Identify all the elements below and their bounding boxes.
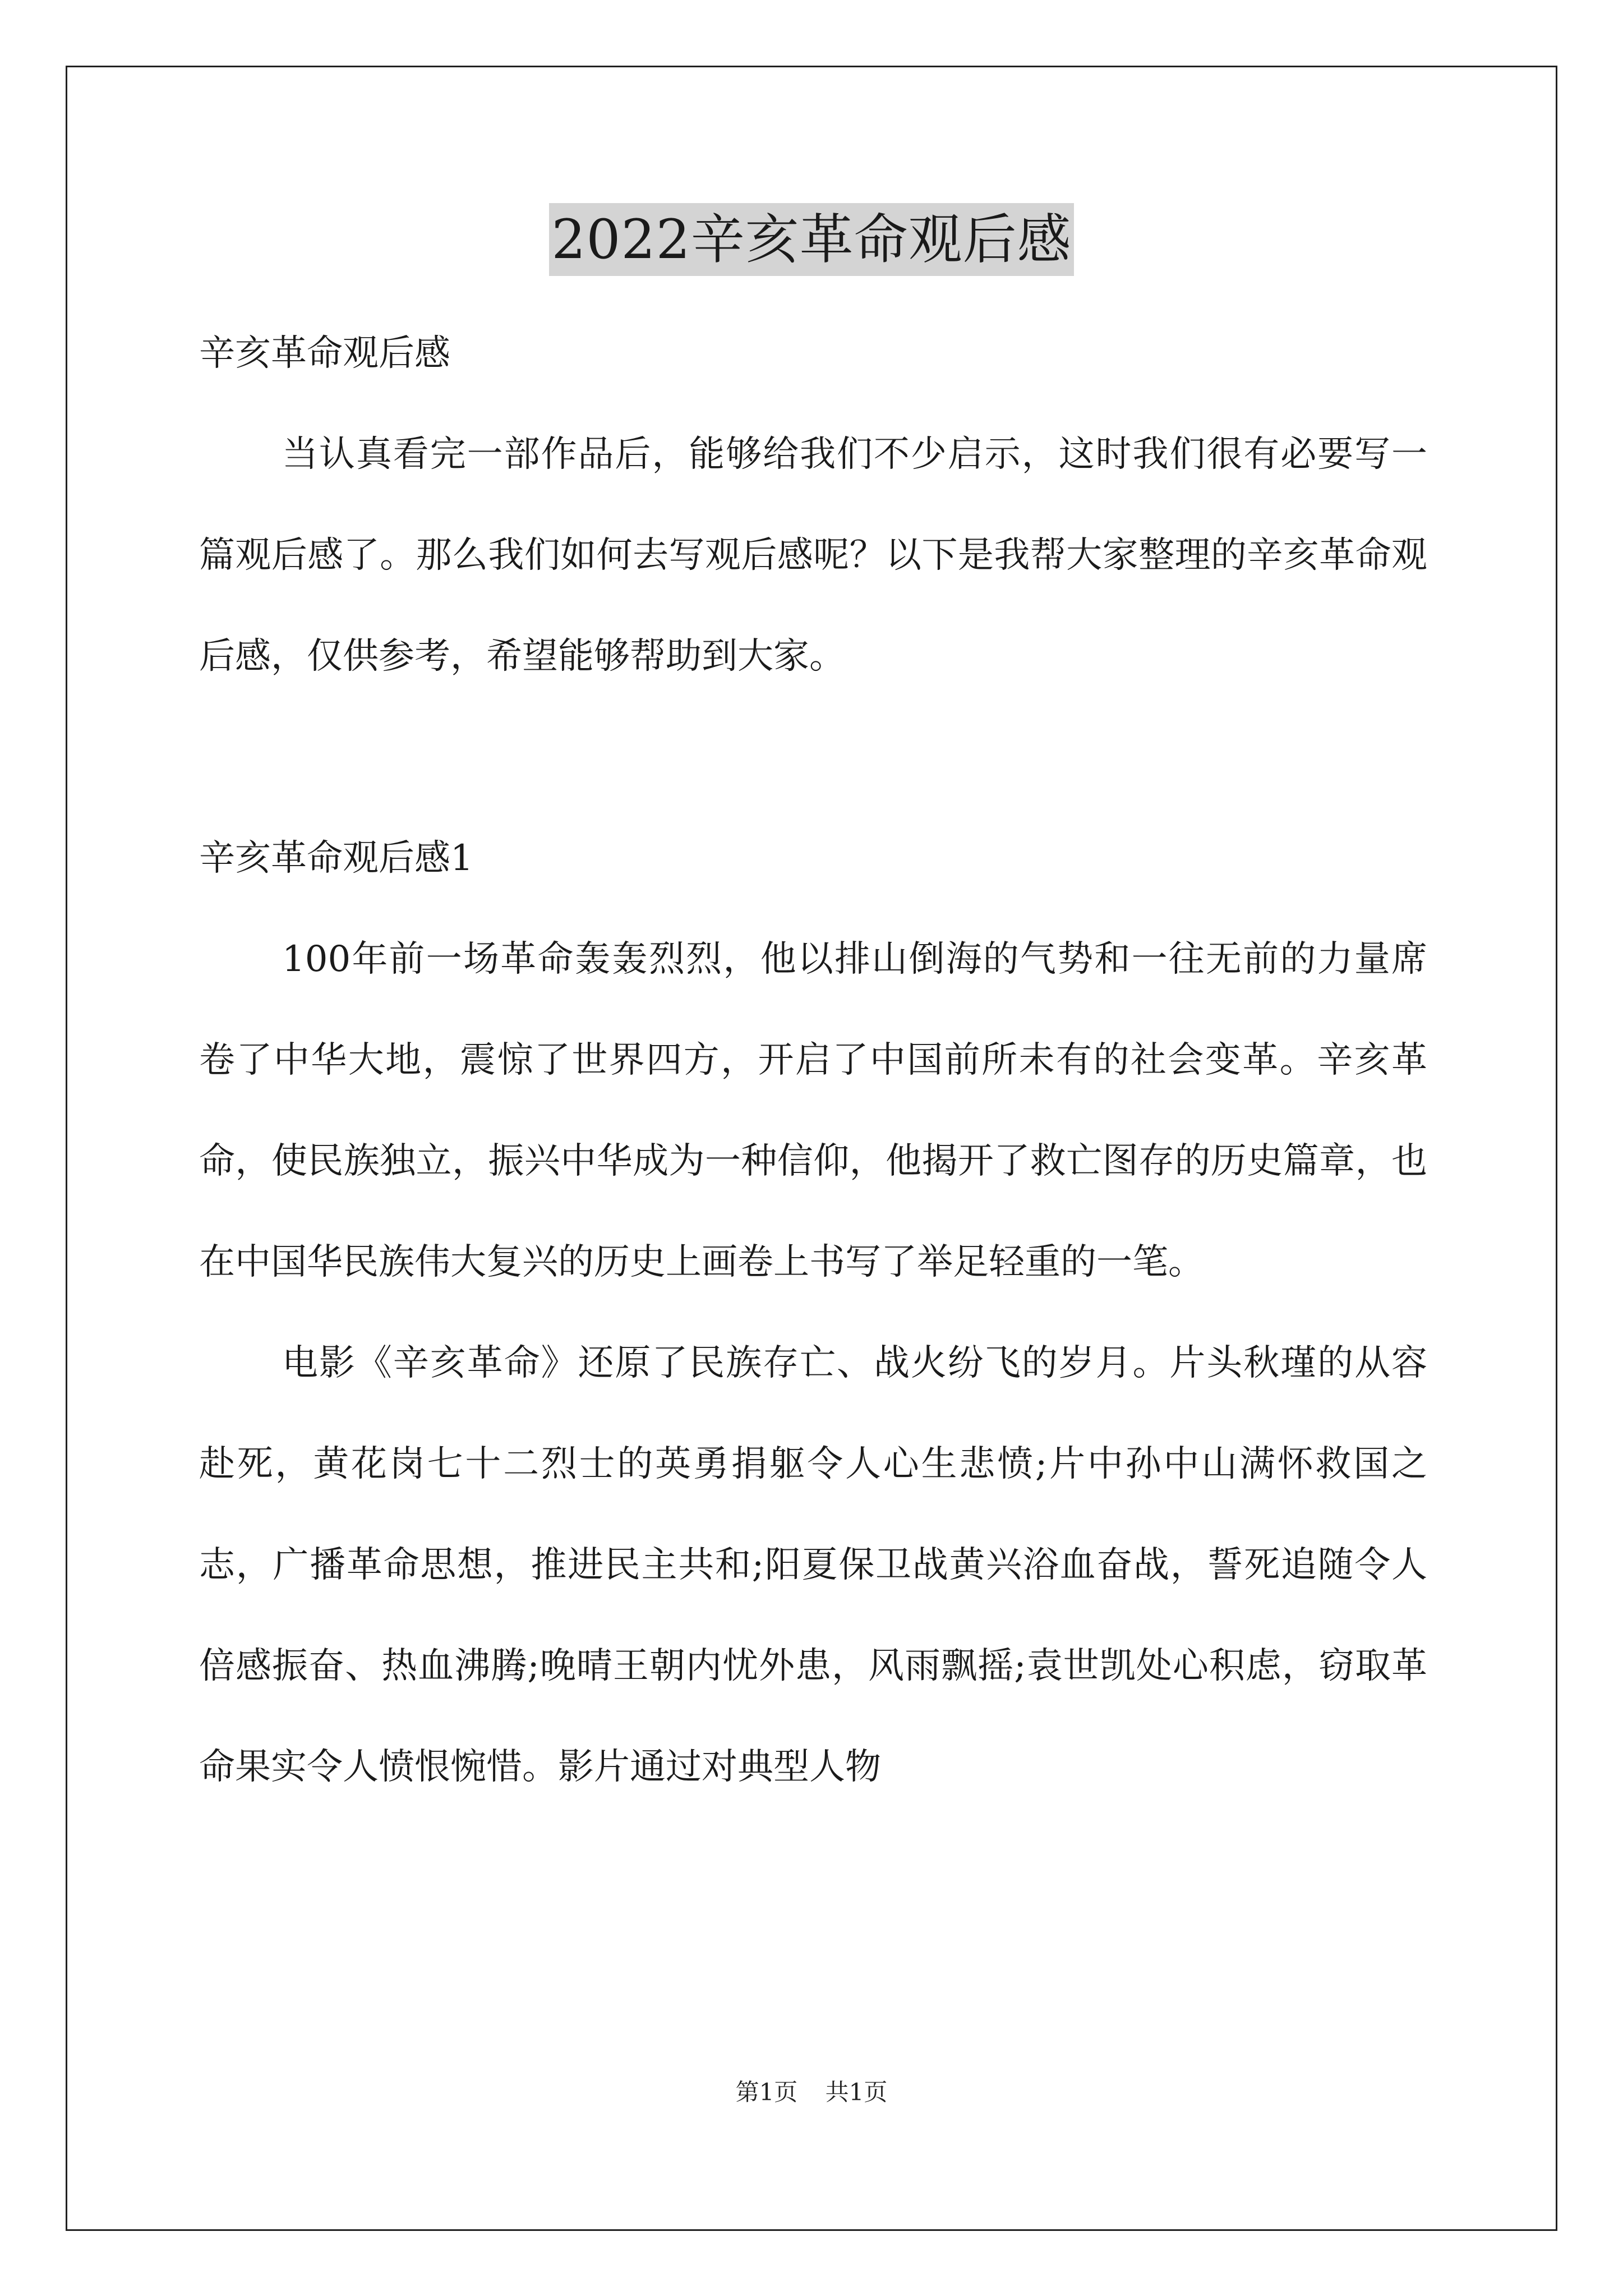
title-wrap: [0, 203, 1623, 276]
intro-paragraph: 当认真看完一部作品后，能够给我们不少启示，这时我们很有必要写一篇观后感了。那么我们如何去写观后感呢？以下是我帮大家整理的辛亥革命观后感，仅供参考，希望能够帮助到大家。: [199, 434, 1427, 677]
page-footer: [0, 2076, 1623, 2109]
section1-paragraph-1: 100年前一场革命轰轰烈烈，他以排山倒海的气势和一往无前的力量席卷了中华大地，震惊了世界四方，开启了中国前所未有的社会变革。辛亥革命，使民族独立，振兴中华成为一种信仰，他揭开了救亡图存的历史篇章，也在中国华民族伟大复兴的历史上画卷上书写了举足轻重的一笔。: [199, 938, 1427, 1283]
document-body: [199, 303, 1427, 1818]
section1-heading: 辛亥革命观后感1: [199, 838, 473, 879]
page-total: 共1页: [825, 2078, 888, 2106]
document-title: 2022辛亥革命观后感: [549, 203, 1073, 276]
section1-paragraph-2: 电影《辛亥革命》还原了民族存亡、战火纷飞的岁月。片头秋瑾的从容赴死，黄花岗七十二烈士的英勇捐躯令人心生悲愤;片中孙中山满怀救国之志，广播革命思想，推进民主共和;阳夏保卫战黄兴浴血奋战，誓死追随令人倍感振奋、热血沸腾;晚晴王朝内忧外患，风雨飘摇;袁世凯处心积虑，窃取革命果实令人愤恨惋惜。影片通过对典型人物: [199, 1342, 1427, 1788]
paragraph-gap: [199, 707, 1427, 808]
page-number: 第1页: [735, 2078, 798, 2106]
intro-heading: 辛亥革命观后感: [199, 333, 450, 374]
